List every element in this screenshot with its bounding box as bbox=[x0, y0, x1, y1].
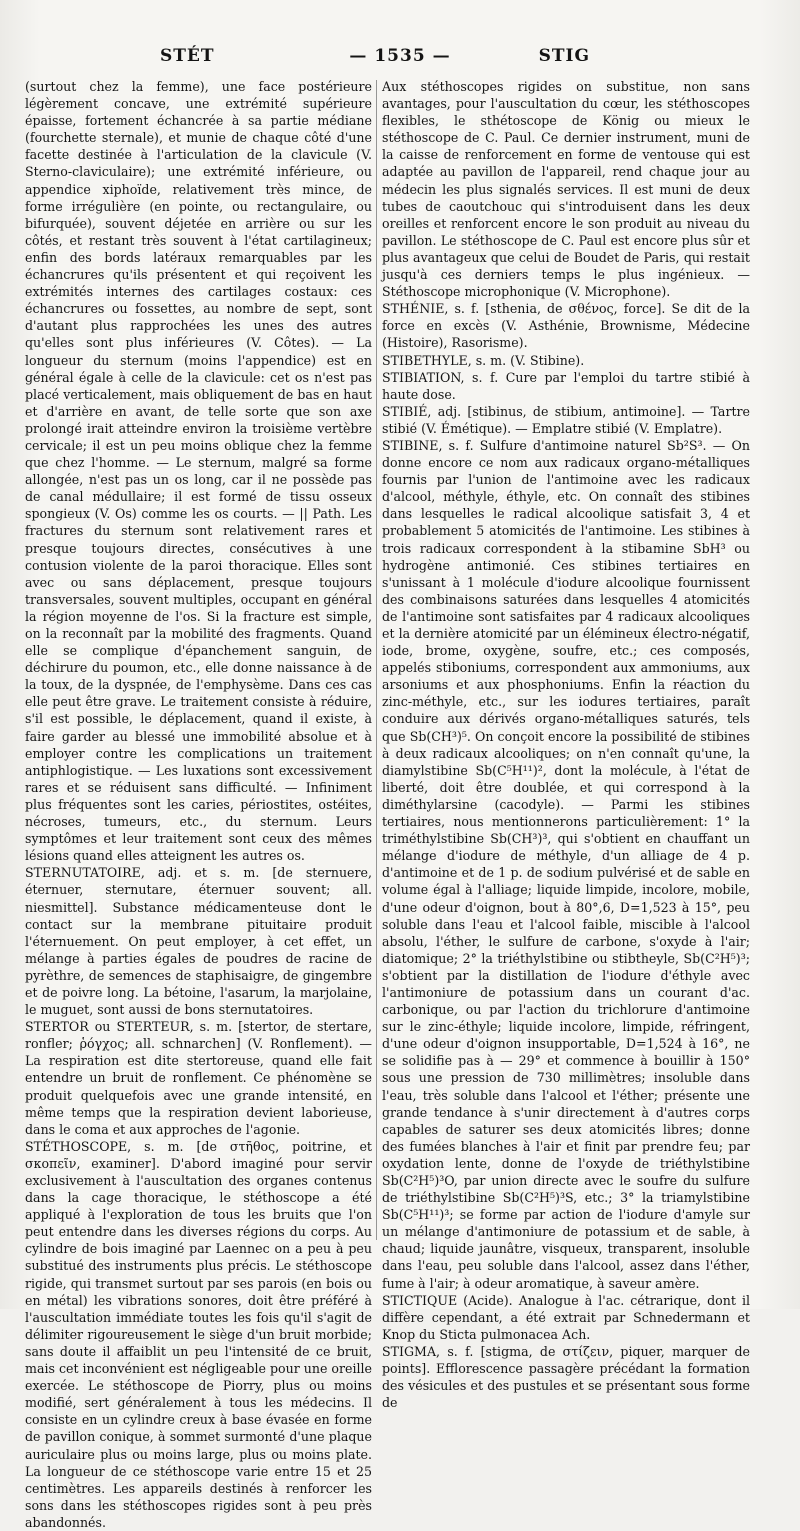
entry-stibine: STIBINE, s. f. Sulfure d'antimoine naturel Sb²S³. — On donne encore ce nom aux radicaux organo-métalliques fournis par l'union de l'antimoine avec les radicaux d'alcool, méthyle, éthyle, etc. On connaît des stibines dans lesquelles le radical alcoolique satisfait 3, 4 et probablement 5 atomicités de l'antimoine. Les stibines à trois radicaux correspondent à la stibamine SbH³ ou hydrogène antimonié. Ces stibines tertiaires en s'unissant à 1 molécule d'iodure alcoolique fournissent des combinaisons saturées dans lesquelles 4 atomicités de l'antimoine sont satisfaites par 4 radicaux alcooliques et la dernière atomicité par un élémineux électro-négatif, iode, brome, oxygène, soufre, etc.; ces composés, appelés stiboniums, correspondent aux ammoniums, aux arsoniums et aux phosphoniums. Enfin la réaction du zinc-méthyle, etc., sur les iodures tertiaires, paraît conduire aux dérivés organo-métalliques saturés, tels que Sb(CH³)⁵. On conçoit encore la possibilité de stibines à deux radicaux alcooliques; on n'en connaît qu'une, la diamylstibine Sb(C⁵H¹¹)², dont la molécule, à l'état de liberté, doit être doublée, et qui correspond à la diméthylarsine (cacodyle). — Parmi les stibines tertiaires, nous mentionnerons particulièrement: 1° la triméthylstibine Sb(CH³)³, qui s'obtient en chauffant un mélange d'iodure de méthyle, d'un alliage de 4 p. d'antimoine et de 1 p. de sodium pulvérisé et de sable en volume égal à l'alliage; liquide limpide, incolore, mobile, d'une odeur d'oignon, bout à 80°,6, D=1,523 à 15°, peu soluble dans l'eau et l'alcool faible, miscible à l'alcool absolu, l'éther, le sulfure de carbone, s'oxyde à l'air; diatomique; 2° la triéthylstibine ou stibtheyle, Sb(C²H⁵)³; s'obtient par la distillation de l'iodure d'éthyle avec l'antimoniure de potassium dans un courant d'ac. carbonique, ou par l'action du trichlorure d'antimoine sur le zinc-éthyle; liquide incolore, limpide, réfringent, d'une odeur d'oignon insupportable, D=1,524 à 16°, ne se solidifie pas à — 29° et commence à bouillir à 150° sous une pression de 730 millimètres; insoluble dans l'eau, très soluble dans l'alcool et l'éther; présente une grande tendance à s'unir directement à d'autres corps capables de saturer ses deux atomicités libres; donne des fumées blanches à l'air et finit par prendre feu; par oxydation lente, donne de l'oxyde de triéthylstibine Sb(C²H⁵)³O, par union directe avec le soufre du sulfure de triéthylstibine Sb(C²H⁵)³S, etc.; 3° la triamylstibine Sb(C⁵H¹¹)³; se forme par action de l'iodure d'amyle sur un mélange d'antimoniure de potassium et de sable, à chaud; liquide jaunâtre, visqueux, transparent, insoluble dans l'eau, peu soluble dans l'alcool, assez dans l'éther, fume à l'air; à odeur aromatique, à saveur amère. bbox=[382, 437, 750, 1291]
entry-stibiation: STIBIATION, s. f. Cure par l'emploi du tartre stibié à haute dose. bbox=[382, 369, 750, 402]
paragraph-stethoscope-continued: Aux stéthoscopes rigides on substitue, non sans avantages, pour l'auscultation du cœur, les stéthoscopes flexibles, le sthétoscope de König ou mieux le stéthoscope de C. Paul. Ce dernier instrument, muni de la caisse de renforcement en forme de ventouse qui est adaptée au pavillon de l'appareil, rend chaque jour au médecin les plus signalés services. Il est muni de deux tubes de caoutchouc qui s'introduisent dans les deux oreilles et renforcent encore le son produit au niveau du pavillon. Le stéthoscope de C. Paul est encore plus sûr et plus avantageux que celui de Boudet de Paris, qui restait jusqu'à ces derniers temps le plus ingénieux. — Stéthoscope microphonique (V. Microphone). bbox=[382, 79, 750, 300]
entry-stertor: STERTOR ou STERTEUR, s. m. [stertor, de stertare, ronfler; ῥόγχος; all. schnarchen] (V. Ronflement). — La respiration est dite stertoreuse, quand elle fait entendre un bruit de ronflement. Ce phénomène se produit quelquefois avec une grande intensité, en même temps que la respiration devient laborieuse, dans le coma et aux approches de l'agonie. bbox=[25, 1019, 372, 1137]
entry-stictique: STICTIQUE (Acide). Analogue à l'ac. cétrarique, dont il diffère cependant, a été extrait par Schnedermann et Knop du Sticta pulmonacea Ach. bbox=[382, 1292, 750, 1342]
entry-stibethyle: STIBETHYLE, s. m. (V. Stibine). bbox=[382, 352, 585, 368]
right-column bbox=[382, 78, 750, 1411]
entry-stethoscope: STÉTHOSCOPE, s. m. [de στῆθος, poitrine, et σκοπεῖν, examiner]. D'abord imaginé pour servir exclusivement à l'auscultation des organes contenus dans la cage thoracique, le stéthoscope a été appliqué à l'exploration de tous les bruits que l'on peut entendre dans les diverses régions du corps. Au cylindre de bois imaginé par Laennec on a peu à peu substitué des instruments plus précis. Le stéthoscope rigide, qui transmet surtout par ses parois (en bois ou en métal) les vibrations sonores, doit être préféré à l'auscultation immédiate toutes les fois qu'il s'agit de délimiter rigoureusement le siège d'un bruit morbide; sans doute il affaiblit un peu l'intensité de ce bruit, mais cet inconvénient est négligeable pour une oreille exercée. Le stéthoscope de Piorry, plus ou moins modifié, sert généralement à tous les médecins. Il consiste en un cylindre creux à base évasée en forme de pavillon conique, à sommet surmonté d'une plaque auriculaire plus ou moins large, plus ou moins plate. La longueur de ce stéthoscope varie entre 15 et 25 centimètres. Les appareils destinés à renforcer les sons dans les stéthoscopes rigides sont à peu près abandonnés. bbox=[25, 1138, 373, 1530]
entry-sthenie: STHÉNIE, s. f. [sthenia, de σθένος, force]. Se dit de la force en excès (V. Asthénie, Brownisme, Médecine (Histoire), Rasorisme). bbox=[382, 301, 750, 351]
entry-stibie: STIBIÉ, adj. [stibinus, de stibium, antimoine]. — Tartre stibié (V. Émétique). — Emplatre stibié (V. Emplatre). bbox=[382, 403, 750, 436]
running-head-left: STÉT bbox=[160, 46, 215, 66]
left-column bbox=[25, 78, 373, 1530]
running-head-right: STIG bbox=[538, 46, 590, 66]
page-header bbox=[20, 46, 780, 76]
entry-stigma: STIGMA, s. f. [stigma, de στίζειν, piquer, marquer de points]. Efflorescence passagère précédant la formation des vésicules et des pustules et se présentant sous forme de bbox=[382, 1343, 750, 1411]
entry-sternutatoire: STERNUTATOIRE, adj. et s. m. [de sternuere, éternuer, sternutare, éternuer souvent; all. niesmittel]. Substance médicamenteuse dont le contact sur la membrane pituitaire produit l'éternuement. On peut employer, à cet effet, un mélange à parties égales de poudres de racine de pyrèthre, de semences de staphisaigre, de gingembre et de poivre long. La bétoine, l'asarum, la marjolaine, le muguet, sont aussi de bons sternutatoires. bbox=[25, 865, 372, 1018]
column-divider bbox=[376, 80, 377, 1240]
page-number: — 1535 — bbox=[349, 46, 451, 66]
paragraph-sternum-continued: (surtout chez la femme), une face postérieure légèrement concave, une extrémité supérieure épaisse, fortement échancrée à sa partie médiane (fourchette sternale), et munie de chaque côté d'une facette destinée à l'articulation de la clavicule (V. Sterno-claviculaire); une extrémité inférieure, ou appendice xiphoïde, relativement très mince, de forme irrégulière (en pointe, ou rectangulaire, ou bifurquée), souvent déjetée en arrière ou sur les côtés, et restant très souvent à l'état cartilagineux; enfin des bords latéraux remarquables par les échancrures qu'ils présentent et qui reçoivent les extrémités internes des cartilages costaux: ces échancrures ou fossettes, au nombre de sept, sont d'autant plus rapprochées les unes des autres qu'elles sont plus inférieures (V. Côtes). — La longueur du sternum (moins l'appendice) est en général égale à celle de la clavicule: cet os n'est pas placé verticalement, mais obliquement de bas en haut et d'arrière en avant, de telle sorte que son axe prolongé irait atteindre environ la troisième vertèbre cervicale; il est un peu moins oblique chez la femme que chez l'homme. — Le sternum, malgré sa forme allongée, n'est pas un os long, car il ne possède pas de canal médullaire; il est formé de tissu osseux spongieux (V. Os) comme les os courts. — || Path. Les fractures du sternum sont relativement rares et presque toujours directes, consécutives à une contusion violente de la paroi thoracique. Elles sont avec ou sans déplacement, presque toujours transversales, souvent multiples, occupant en général la région moyenne de l'os. Si la fracture est simple, on la reconnaît par la mobilité des fragments. Quand elle se complique d'épanchement sanguin, de déchirure du poumon, etc., elle donne naissance à de la toux, de la dyspnée, de l'emphysème. Dans ces cas elle peut être grave. Le traitement consiste à réduire, s'il est possible, le déplacement, quand il existe, à faire garder au blessé une immobilité absolue et à employer contre les complications un traitement antiphlogistique. — Les luxations sont excessivement rares et se réduisent sans difficulté. — Infiniment plus fréquentes sont les caries, périostites, ostéites, nécroses, tumeurs, etc., du sternum. Leurs symptômes et leur traitement sont ceux des mêmes lésions quand elles atteignent les autres os. bbox=[25, 79, 372, 864]
